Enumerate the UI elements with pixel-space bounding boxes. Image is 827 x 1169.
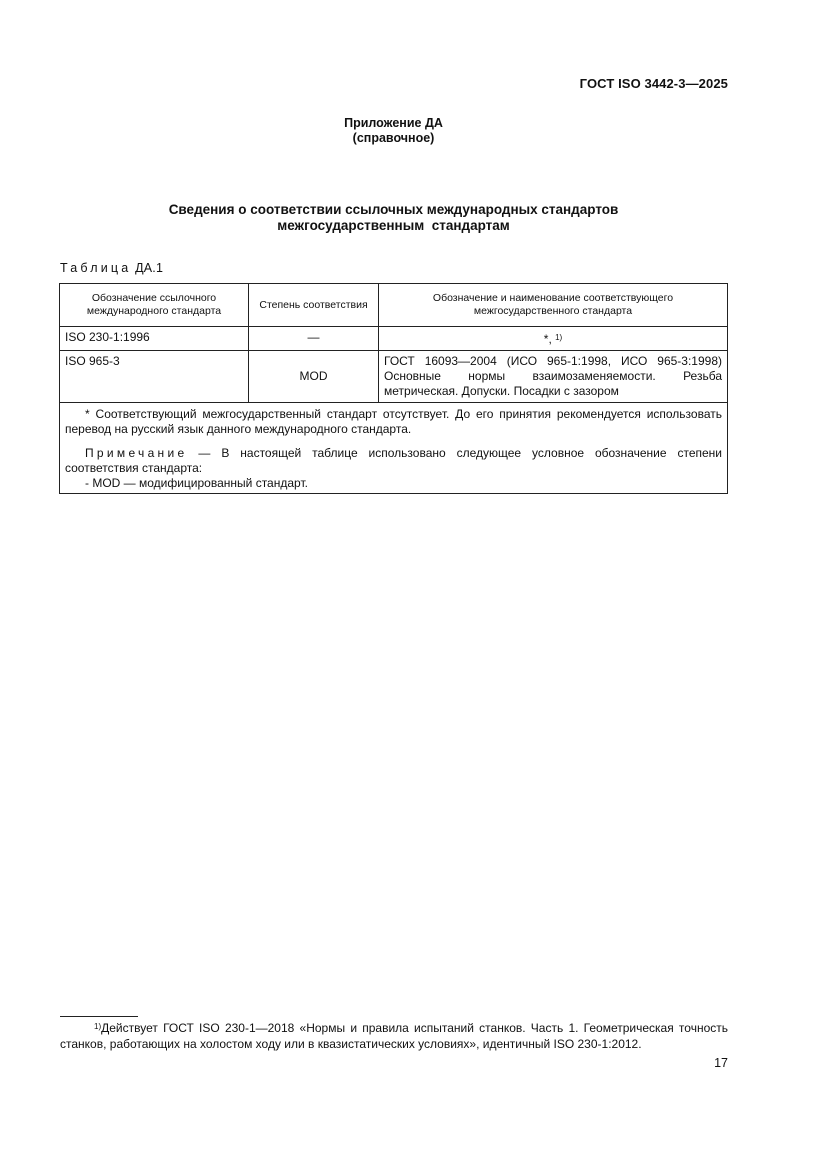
note-label: Примечание bbox=[85, 446, 188, 460]
cell-interstate: *, $^{1)}$ bbox=[379, 327, 728, 351]
section-title bbox=[0, 202, 787, 234]
footnote-divider bbox=[60, 1016, 138, 1017]
appendix-subtitle: (справочное) bbox=[352, 131, 435, 145]
table-header-row bbox=[60, 284, 728, 327]
header-interstate-standard: Обозначение и наименование соответствующего межгосударственного стандарта bbox=[379, 284, 728, 327]
table-caption-number: ДА.1 bbox=[135, 261, 164, 275]
page-footnote-text: Действует ГОСТ ISO 230-1—2018 «Нормы и правила испытаний станков. Часть 1. Геометрическая точность станков, работающих на холостом ходу или в квазистатических условиях», идентичный ISO 230-1:2012. bbox=[60, 1021, 728, 1051]
cell-standard: ISO 230-1:1996 bbox=[60, 327, 249, 351]
note-item: - MOD — модифицированный стандарт. bbox=[85, 476, 308, 490]
section-title-line-2: межгосударственным стандартам bbox=[277, 218, 510, 233]
header-reference-standard: Обозначение ссылочного международного стандарта bbox=[60, 284, 249, 327]
note-text: — В настоящей таблице использовано следующее условное обозначение степени соответствия стандарта: bbox=[65, 446, 722, 475]
section-title-line-1: Сведения о соответствии ссылочных международных стандартов bbox=[168, 202, 619, 217]
appendix-title: Приложение ДА bbox=[344, 116, 443, 130]
table-footnote-cell bbox=[60, 403, 728, 494]
cell-interstate-text: * bbox=[543, 332, 549, 346]
table-caption bbox=[60, 261, 163, 275]
cell-degree: MOD bbox=[249, 351, 379, 403]
header-degree: Степень соответствия bbox=[249, 284, 379, 327]
table-caption-prefix: Таблица bbox=[60, 261, 132, 275]
appendix-heading bbox=[0, 116, 787, 146]
page-number: 17 bbox=[714, 1056, 728, 1070]
footnote-marker: 1) bbox=[555, 333, 563, 342]
table-row bbox=[60, 327, 728, 351]
correspondence-table bbox=[59, 283, 728, 494]
table-footnote: * Соответствующий межгосударственный стандарт отсутствует. До его принятия рекомендуется использовать перевод на русский язык данного международного стандарта. bbox=[65, 407, 722, 436]
table-row bbox=[60, 351, 728, 403]
cell-interstate: ГОСТ 16093—2004 (ИСО 965-1:1998, ИСО 965-3:1998) Основные нормы взаимозаменяемости. Резьба метрическая. Допуски. Посадки с зазором bbox=[379, 351, 728, 403]
page-footnote-marker: 1) bbox=[94, 1022, 102, 1031]
table-note bbox=[65, 446, 722, 476]
table-footnote-row bbox=[60, 403, 728, 494]
page-footnote bbox=[60, 1019, 728, 1052]
cell-degree: — bbox=[249, 327, 379, 351]
document-code: ГОСТ ISO 3442-3—2025 bbox=[579, 76, 728, 91]
cell-standard: ISO 965-3 bbox=[60, 351, 249, 403]
